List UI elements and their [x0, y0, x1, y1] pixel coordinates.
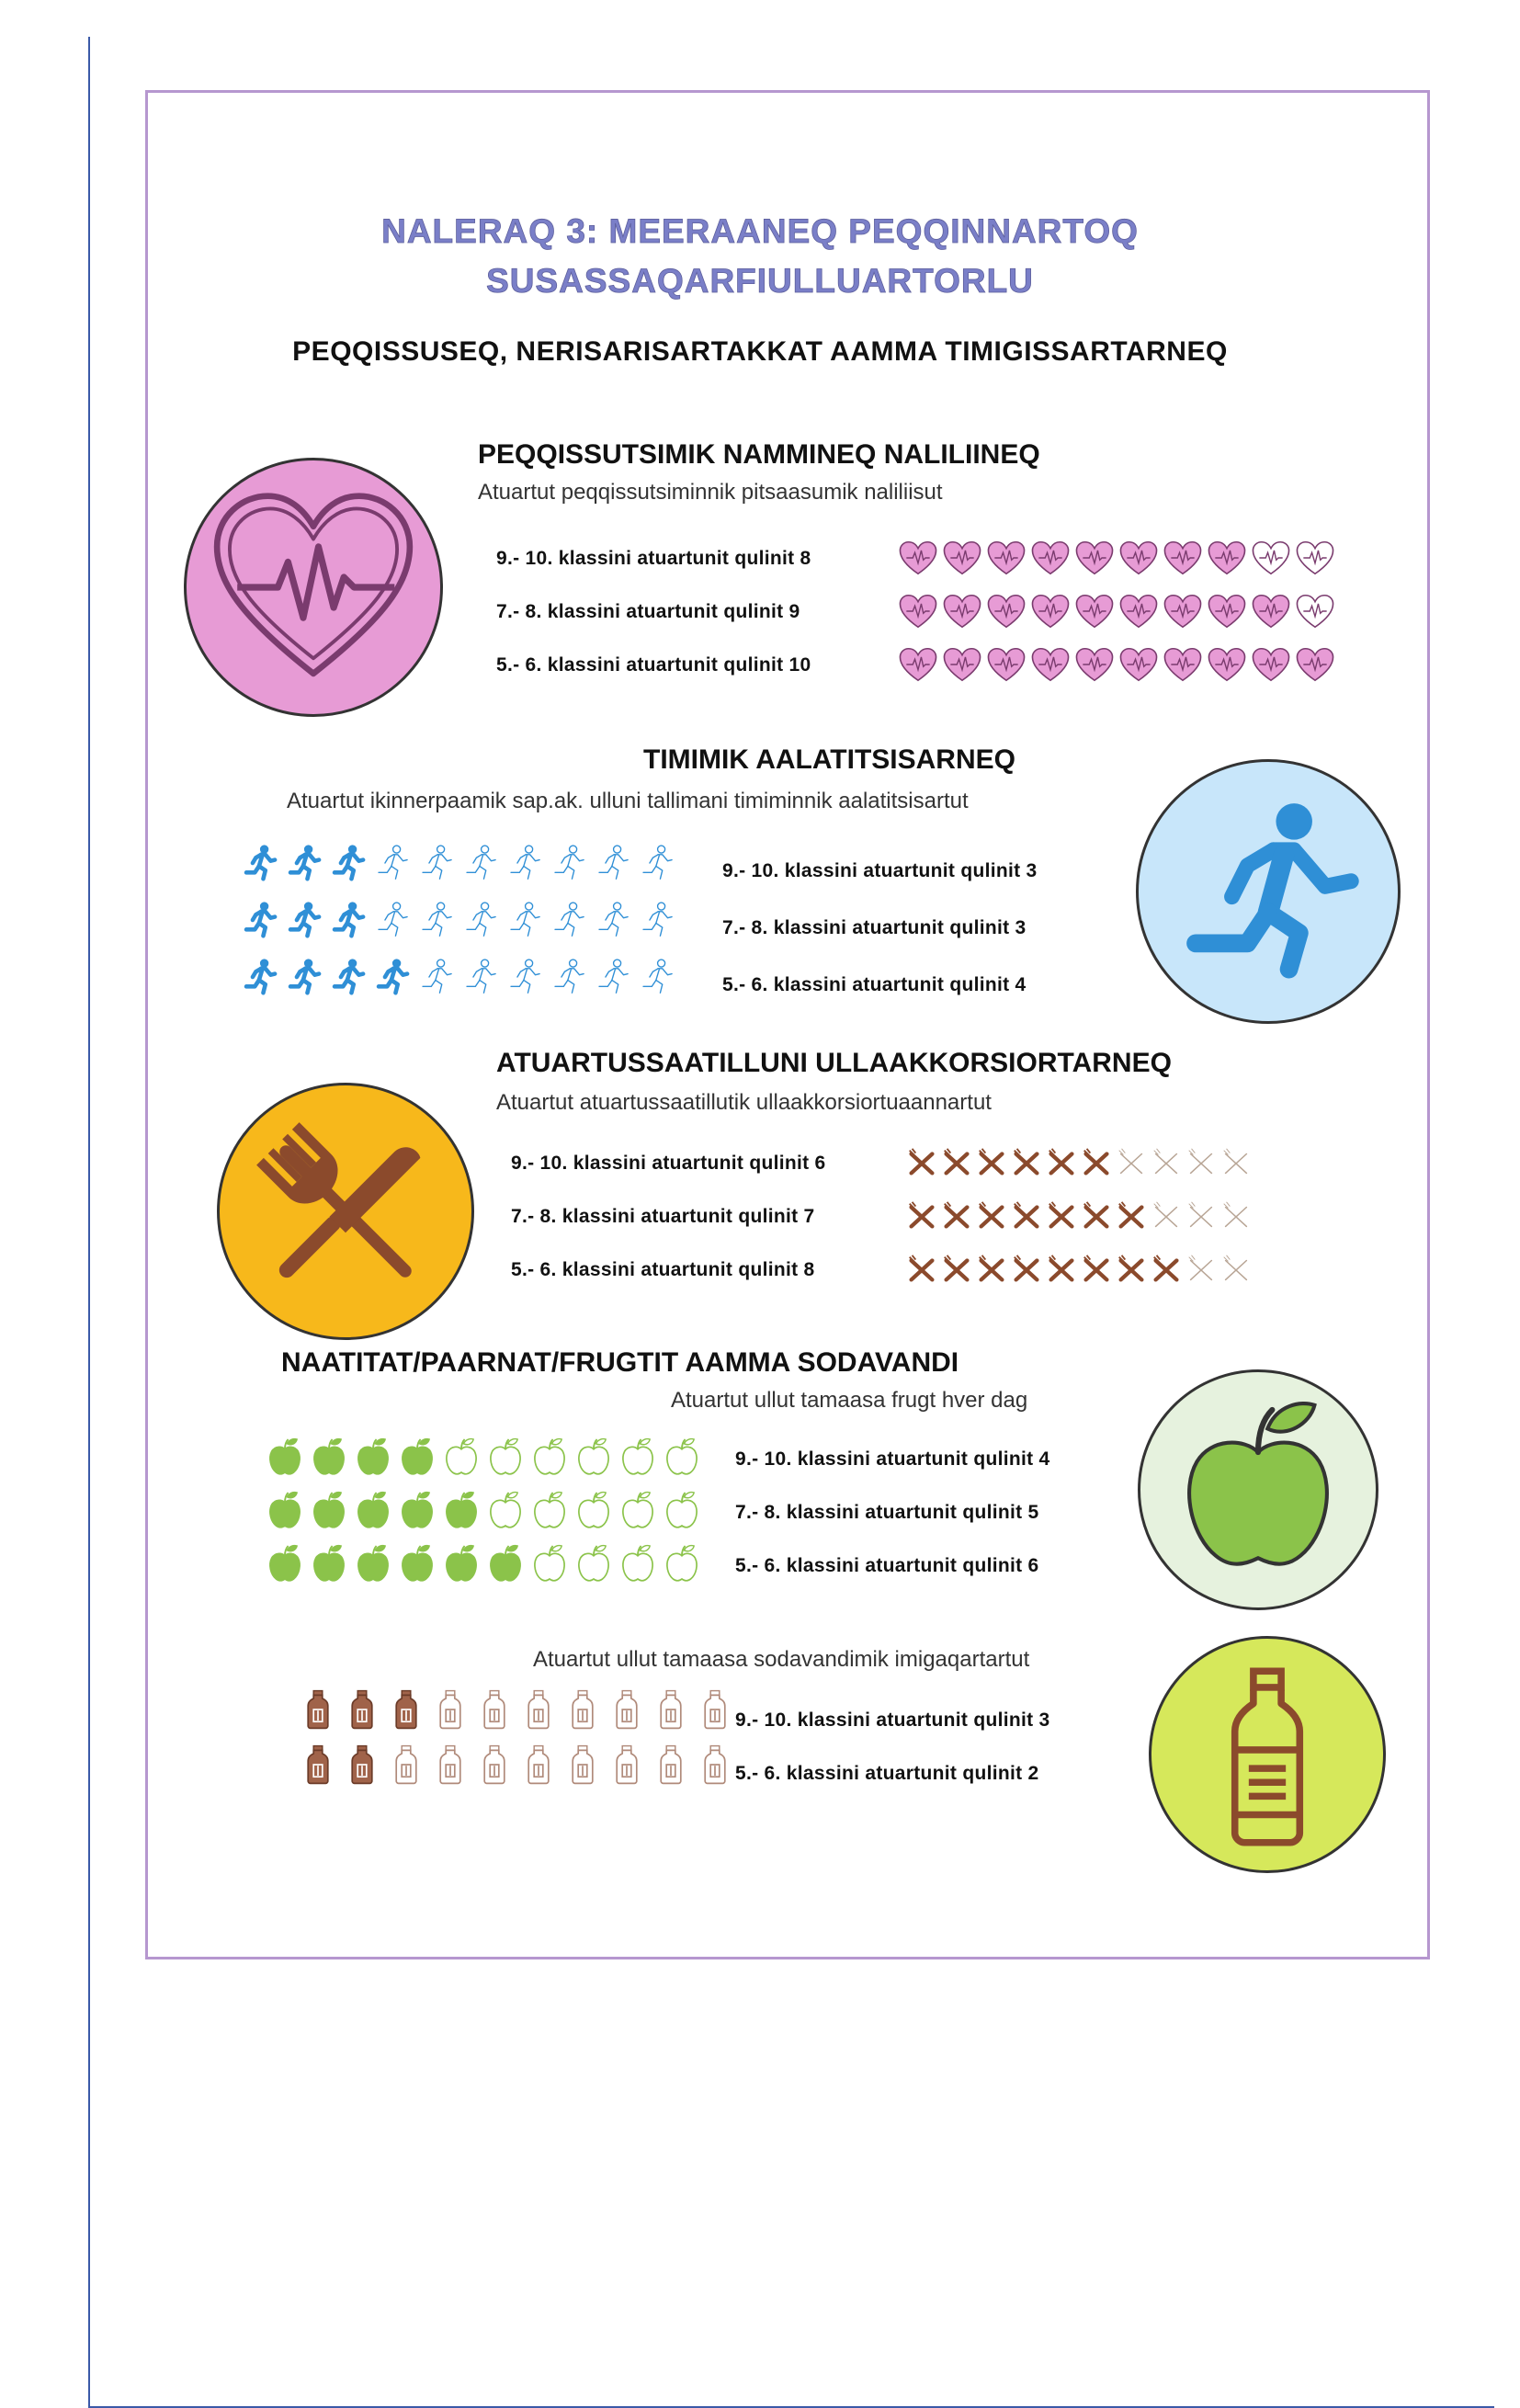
runner-filled-icon	[327, 956, 369, 998]
health-pictogram-row	[897, 643, 1338, 686]
activity-pictogram-row	[239, 956, 680, 998]
bottle-outline-icon	[428, 1687, 472, 1732]
heart-filled-icon	[941, 643, 983, 686]
bottle-outline-icon	[561, 1687, 605, 1732]
page-subtitle: PEQQISSUSEQ, NERISARISARTAKKAT AAMMA TIMIGISSARTARNEQ	[292, 336, 1228, 367]
apple-filled-icon	[439, 1487, 483, 1531]
heart-filled-icon	[1250, 643, 1292, 686]
runner-filled-icon	[371, 956, 414, 998]
meals-pictogram-row	[904, 1145, 1253, 1180]
apple-outline-icon	[616, 1540, 660, 1585]
health-row-label: 5.- 6. klassini atuartunit qulinit 10	[496, 654, 811, 676]
apple-outline-icon	[483, 1434, 527, 1478]
heart-filled-icon	[1029, 537, 1072, 579]
activity-row-label: 9.- 10. klassini atuartunit qulinit 3	[722, 860, 1038, 881]
health-row-label: 7.- 8. klassini atuartunit qulinit 9	[496, 601, 800, 622]
fruit-title: NAATITAT/PAARNAT/FRUGTIT AAMMA SODAVANDI	[281, 1347, 959, 1378]
bottle-outline-icon	[693, 1743, 737, 1787]
apple-outline-icon	[616, 1487, 660, 1531]
cutlery-filled-icon	[1114, 1252, 1149, 1287]
cutlery-filled-icon	[939, 1198, 974, 1233]
activity-pictogram-row	[239, 899, 680, 941]
bottle-outline-icon	[693, 1687, 737, 1732]
runner-outline-icon	[592, 956, 634, 998]
apple-outline-icon	[572, 1434, 616, 1478]
meals-pictogram-row	[904, 1252, 1253, 1287]
bottle-outline-icon	[472, 1687, 516, 1732]
health-subtitle: Atuartut peqqissutsiminnik pitsaasumik naliliisut	[478, 480, 943, 505]
fruit-row-label: 9.- 10. klassini atuartunit qulinit 4	[735, 1448, 1050, 1470]
apple-outline-icon	[660, 1434, 704, 1478]
apple-outline-icon	[527, 1487, 572, 1531]
health-title: PEQQISSUTSIMIK NAMMINEQ NALILIINEQ	[478, 439, 1040, 470]
fork-knife-icon	[220, 1085, 471, 1337]
runner-outline-icon	[636, 842, 678, 884]
apple-outline-icon	[527, 1540, 572, 1585]
activity-title: TIMIMIK AALATITSISARNEQ	[643, 744, 1015, 775]
heart-filled-icon	[1029, 590, 1072, 632]
bottle-outline-icon	[384, 1743, 428, 1787]
apple-outline-icon	[572, 1487, 616, 1531]
runner-outline-icon	[548, 899, 590, 941]
bottle-filled-icon	[340, 1743, 384, 1787]
cutlery-filled-icon	[1079, 1252, 1114, 1287]
runner-filled-icon	[327, 842, 369, 884]
heart-filled-icon	[1029, 643, 1072, 686]
runner-icon	[1139, 762, 1398, 1021]
heart-outline-icon	[1250, 537, 1292, 579]
runner-outline-icon	[636, 956, 678, 998]
apple-outline-icon	[616, 1434, 660, 1478]
apple-filled-icon	[395, 1487, 439, 1531]
cutlery-filled-icon	[974, 1145, 1009, 1180]
activity-subtitle: Atuartut ikinnerpaamik sap.ak. ulluni tallimani timiminnik aalatitsisartut	[287, 789, 969, 813]
apple-filled-icon	[483, 1540, 527, 1585]
apple-outline-icon	[572, 1540, 616, 1585]
cutlery-filled-icon	[1044, 1198, 1079, 1233]
apple-icon	[1140, 1372, 1376, 1607]
cutlery-filled-icon	[939, 1145, 974, 1180]
runner-outline-icon	[504, 842, 546, 884]
meals-pictogram-row	[904, 1198, 1253, 1233]
runner-filled-icon	[283, 956, 325, 998]
bottle-icon	[1151, 1639, 1383, 1870]
cutlery-filled-icon	[1114, 1198, 1149, 1233]
health-row-label: 9.- 10. klassini atuartunit qulinit 8	[496, 548, 811, 569]
apple-filled-icon	[351, 1487, 395, 1531]
runner-outline-icon	[415, 956, 458, 998]
cutlery-filled-icon	[904, 1145, 939, 1180]
cutlery-filled-icon	[904, 1198, 939, 1233]
bottle-outline-icon	[428, 1743, 472, 1787]
runner-outline-icon	[636, 899, 678, 941]
cutlery-outline-icon	[1184, 1145, 1219, 1180]
page-title-line2: SUSASSAQARFIULLUARTORLU	[486, 262, 1034, 300]
runner-filled-icon	[239, 842, 281, 884]
apple-filled-icon	[395, 1540, 439, 1585]
heart-filled-icon	[1250, 590, 1292, 632]
bottle-outline-icon	[605, 1743, 649, 1787]
heart-outline-icon	[1294, 537, 1336, 579]
fruit-row-label: 7.- 8. klassini atuartunit qulinit 5	[735, 1502, 1039, 1523]
soda-pictogram-row	[296, 1743, 737, 1787]
heart-filled-icon	[1162, 590, 1204, 632]
fruit-pictogram-row	[263, 1487, 704, 1531]
apple-filled-icon	[263, 1434, 307, 1478]
cutlery-filled-icon	[974, 1252, 1009, 1287]
cutlery-filled-icon	[1044, 1145, 1079, 1180]
runner-outline-icon	[592, 899, 634, 941]
heart-filled-icon	[1117, 537, 1160, 579]
health-pictogram-row	[897, 590, 1338, 632]
heart-filled-icon	[1117, 590, 1160, 632]
runner-outline-icon	[371, 899, 414, 941]
activity-circle	[1136, 759, 1401, 1024]
cutlery-filled-icon	[1009, 1198, 1044, 1233]
cutlery-filled-icon	[1009, 1145, 1044, 1180]
runner-filled-icon	[283, 899, 325, 941]
page-title-line1: NALERAQ 3: MEERAANEQ PEQQINNARTOQ	[381, 212, 1139, 250]
soda-row-label: 9.- 10. klassini atuartunit qulinit 3	[735, 1709, 1050, 1731]
apple-filled-icon	[351, 1540, 395, 1585]
heart-filled-icon	[897, 537, 939, 579]
apple-filled-icon	[395, 1434, 439, 1478]
heart-filled-icon	[941, 590, 983, 632]
heart-filled-icon	[985, 590, 1027, 632]
heart-filled-icon	[897, 643, 939, 686]
apple-outline-icon	[527, 1434, 572, 1478]
heart-filled-icon	[1073, 590, 1116, 632]
apple-filled-icon	[351, 1434, 395, 1478]
cutlery-outline-icon	[1219, 1145, 1253, 1180]
heart-filled-icon	[1117, 643, 1160, 686]
bottle-filled-icon	[384, 1687, 428, 1732]
apple-filled-icon	[439, 1540, 483, 1585]
heart-outline-icon	[1294, 590, 1336, 632]
apple-outline-icon	[660, 1540, 704, 1585]
apple-outline-icon	[483, 1487, 527, 1531]
bottle-filled-icon	[296, 1687, 340, 1732]
heart-filled-icon	[1162, 643, 1204, 686]
bottle-filled-icon	[296, 1743, 340, 1787]
runner-outline-icon	[415, 842, 458, 884]
heart-filled-icon	[1206, 537, 1248, 579]
meals-circle	[217, 1083, 474, 1340]
bottle-outline-icon	[605, 1687, 649, 1732]
cutlery-filled-icon	[1149, 1252, 1184, 1287]
runner-outline-icon	[504, 956, 546, 998]
runner-outline-icon	[504, 899, 546, 941]
cutlery-outline-icon	[1219, 1252, 1253, 1287]
cutlery-outline-icon	[1149, 1198, 1184, 1233]
bottle-outline-icon	[649, 1743, 693, 1787]
cutlery-filled-icon	[974, 1198, 1009, 1233]
apple-filled-icon	[307, 1487, 351, 1531]
runner-outline-icon	[459, 956, 502, 998]
meals-subtitle: Atuartut atuartussaatillutik ullaakkorsiortuaannartut	[496, 1090, 992, 1115]
apple-outline-icon	[660, 1487, 704, 1531]
heart-pulse-icon	[187, 460, 440, 714]
cutlery-filled-icon	[904, 1252, 939, 1287]
cutlery-filled-icon	[1079, 1145, 1114, 1180]
runner-outline-icon	[415, 899, 458, 941]
cutlery-filled-icon	[1044, 1252, 1079, 1287]
cutlery-outline-icon	[1149, 1145, 1184, 1180]
cutlery-outline-icon	[1114, 1145, 1149, 1180]
soda-subtitle: Atuartut ullut tamaasa sodavandimik imigaqartartut	[533, 1647, 1030, 1672]
apple-filled-icon	[263, 1540, 307, 1585]
heart-filled-icon	[1206, 590, 1248, 632]
heart-filled-icon	[1162, 537, 1204, 579]
fruit-pictogram-row	[263, 1540, 704, 1585]
heart-filled-icon	[985, 537, 1027, 579]
heart-filled-icon	[1294, 643, 1336, 686]
fruit-circle	[1138, 1369, 1378, 1610]
heart-filled-icon	[897, 590, 939, 632]
runner-filled-icon	[239, 899, 281, 941]
fruit-row-label: 5.- 6. klassini atuartunit qulinit 6	[735, 1555, 1039, 1576]
activity-row-label: 5.- 6. klassini atuartunit qulinit 4	[722, 974, 1027, 995]
meals-row-label: 9.- 10. klassini atuartunit qulinit 6	[511, 1153, 826, 1174]
heart-filled-icon	[1206, 643, 1248, 686]
runner-outline-icon	[371, 842, 414, 884]
margin-line-left	[88, 37, 90, 2408]
apple-filled-icon	[263, 1487, 307, 1531]
bottle-outline-icon	[516, 1743, 561, 1787]
health-circle	[184, 458, 443, 717]
bottle-outline-icon	[472, 1743, 516, 1787]
runner-outline-icon	[459, 842, 502, 884]
meals-row-label: 7.- 8. klassini atuartunit qulinit 7	[511, 1206, 815, 1227]
bottle-outline-icon	[561, 1743, 605, 1787]
heart-filled-icon	[941, 537, 983, 579]
soda-pictogram-row	[296, 1687, 737, 1732]
cutlery-outline-icon	[1184, 1252, 1219, 1287]
runner-outline-icon	[592, 842, 634, 884]
fruit-pictogram-row	[263, 1434, 704, 1478]
runner-outline-icon	[548, 956, 590, 998]
bottle-outline-icon	[516, 1687, 561, 1732]
runner-filled-icon	[239, 956, 281, 998]
meals-row-label: 5.- 6. klassini atuartunit qulinit 8	[511, 1259, 815, 1280]
cutlery-filled-icon	[939, 1252, 974, 1287]
soda-circle	[1149, 1636, 1386, 1873]
runner-outline-icon	[548, 842, 590, 884]
soda-row-label: 5.- 6. klassini atuartunit qulinit 2	[735, 1763, 1039, 1784]
cutlery-filled-icon	[1009, 1252, 1044, 1287]
heart-filled-icon	[1073, 537, 1116, 579]
cutlery-outline-icon	[1219, 1198, 1253, 1233]
runner-filled-icon	[327, 899, 369, 941]
heart-filled-icon	[1073, 643, 1116, 686]
activity-pictogram-row	[239, 842, 680, 884]
apple-outline-icon	[439, 1434, 483, 1478]
health-pictogram-row	[897, 537, 1338, 579]
heart-filled-icon	[985, 643, 1027, 686]
apple-filled-icon	[307, 1434, 351, 1478]
bottle-outline-icon	[649, 1687, 693, 1732]
bottle-filled-icon	[340, 1687, 384, 1732]
activity-row-label: 7.- 8. klassini atuartunit qulinit 3	[722, 917, 1027, 938]
runner-outline-icon	[459, 899, 502, 941]
cutlery-filled-icon	[1079, 1198, 1114, 1233]
meals-title: ATUARTUSSAATILLUNI ULLAAKKORSIORTARNEQ	[496, 1048, 1172, 1078]
apple-filled-icon	[307, 1540, 351, 1585]
runner-filled-icon	[283, 842, 325, 884]
cutlery-outline-icon	[1184, 1198, 1219, 1233]
fruit-subtitle: Atuartut ullut tamaasa frugt hver dag	[671, 1388, 1028, 1413]
